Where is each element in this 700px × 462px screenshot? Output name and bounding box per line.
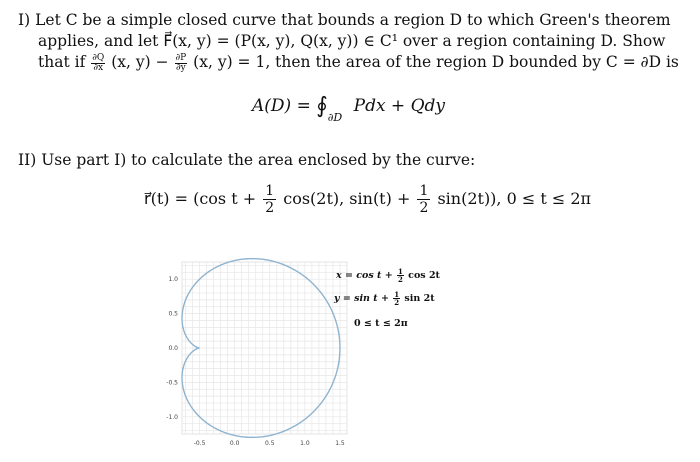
annotation-y	[334, 291, 435, 306]
y-tick-label: -0.5	[166, 379, 178, 387]
frac-den: 2	[397, 275, 403, 284]
part1-line2: applies, and let F⃗(x, y) = (P(x, y), Q(x, y)) ∈ C¹ over a region containing D. Show	[38, 32, 666, 50]
area-rhs: Pdx + Qdy	[353, 96, 446, 116]
y-tick-label: 1.0	[168, 276, 178, 284]
frac-den: 2	[419, 200, 429, 216]
curve-end: sin(2t)), 0 ≤ t ≤ 2π	[437, 189, 592, 208]
part2-line: II) Use part I) to calculate the area enclosed by the curve:	[18, 151, 476, 169]
frac-den: 2	[265, 200, 275, 216]
x-tick-label: 0.5	[264, 440, 275, 447]
part1-line1: I) Let C be a simple closed curve that bounds a region D to which Green's theorem	[18, 11, 671, 29]
line3-post: (x, y) = 1, then the area of the region D bounded by C = ∂D is	[193, 53, 679, 71]
frac-num: ∂P	[175, 52, 187, 63]
frac-num: 1	[394, 290, 400, 299]
integral-subscript: ∂D	[327, 111, 343, 124]
line3-pre: that if	[38, 53, 91, 71]
line3-mid: (x, y) −	[111, 53, 174, 71]
y-tick-label: -1.0	[166, 413, 178, 421]
ann-y-lhs: y = sin t +	[334, 293, 393, 304]
ann-x-tail: cos 2t	[408, 270, 440, 281]
frac-num: 1	[265, 183, 275, 199]
frac-den: 2	[394, 298, 400, 307]
ann-x-lhs: x = cos t +	[336, 270, 396, 281]
area-lhs: A(D) =	[252, 96, 317, 116]
curve-lhs: r⃗(t) = (cos t +	[144, 189, 262, 208]
y-tick-label: 0.5	[168, 310, 178, 318]
x-tick-label: 0.0	[229, 440, 240, 447]
frac-num: ∂Q	[92, 52, 105, 63]
ann-y-tail: sin 2t	[404, 293, 435, 304]
frac-den: ∂y	[176, 62, 186, 73]
frac-num: 1	[397, 267, 403, 276]
ann-x-half	[397, 268, 404, 283]
frac-den: ∂x	[93, 62, 104, 73]
x-tick-label: -0.5	[193, 440, 206, 447]
annotation-range: 0 ≤ t ≤ 2π	[354, 318, 408, 329]
contour-integral-icon: ∮	[316, 93, 328, 119]
y-tick-label: 0.0	[168, 345, 178, 352]
frac-num: 1	[419, 183, 429, 199]
x-tick-label: 1.5	[335, 440, 345, 447]
x-tick-label: 1.0	[300, 440, 310, 447]
annotation-x	[336, 268, 440, 283]
ann-y-half	[393, 291, 400, 306]
curve-mid: cos(2t), sin(t) +	[283, 189, 416, 208]
